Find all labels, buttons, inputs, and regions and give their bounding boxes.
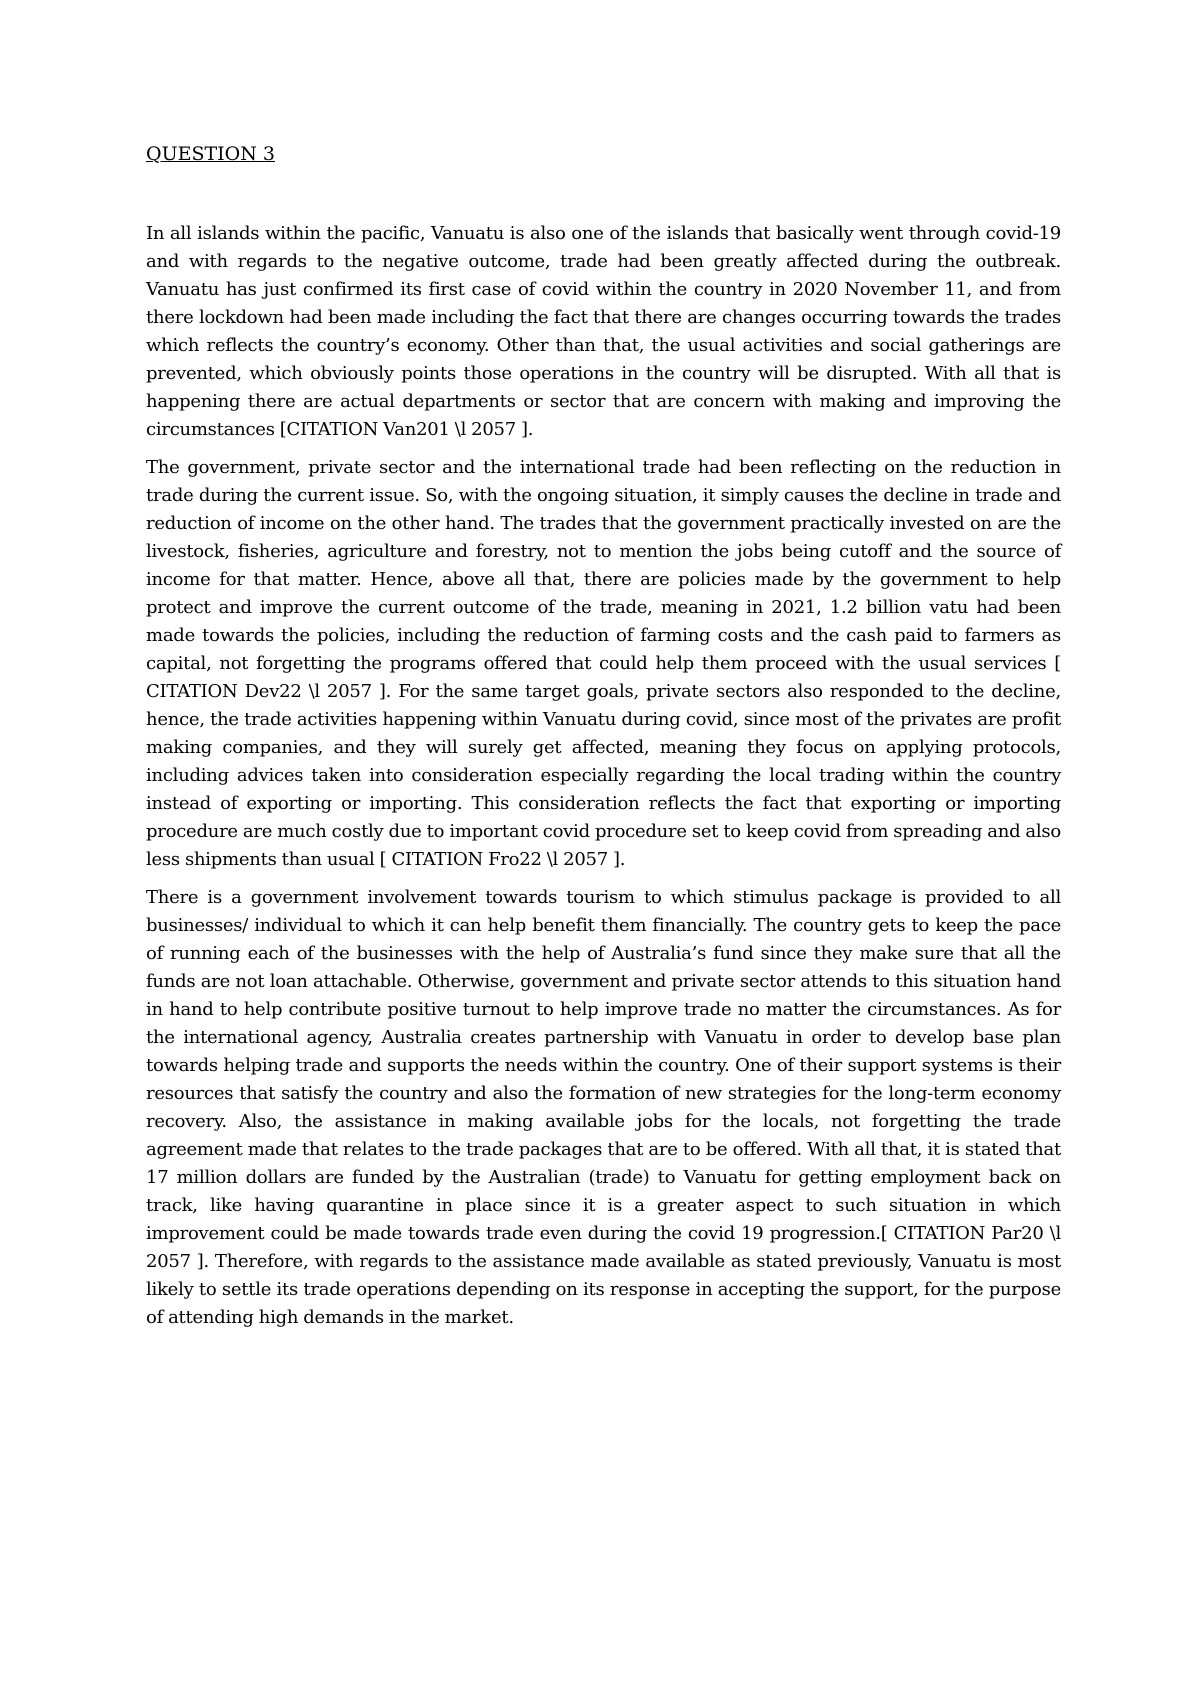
document-body (146, 140, 1061, 1342)
question-heading: QUESTION 3 (146, 143, 275, 165)
paragraph-1: In all islands within the pacific, Vanuatu is also one of the islands that basically went through covid-19 and with regards to the negative outcome, trade had been greatly affected during the outbreak. Vanuatu has just confirmed its first case of covid within the country in 2020 November 11, and from there lockdown had been made including the fact that there are changes occurring towards the trades which reflects the country’s economy. Other than that, the usual activities and social gatherings are prevented, which obviously points those operations in the country will be disrupted. With all that is happening there are actual departments or sector that are concern with making and improving the circumstances [CITATION Van201 \l 2057 ]. (146, 223, 1061, 440)
paragraph-2: The government, private sector and the international trade had been reflecting on the reduction in trade during the current issue. So, with the ongoing situation, it simply causes the decline in trade and reduction of income on the other hand. The trades that the government practically invested on are the livestock, fisheries, agriculture and forestry, not to mention the jobs being cutoff and the source of income for that matter. Hence, above all that, there are policies made by the government to help protect and improve the current outcome of the trade, meaning in 2021, 1.2 billion vatu had been made towards the policies, including the reduction of farming costs and the cash paid to farmers as capital, not forgetting the programs offered that could help them proceed with the usual services [ CITATION Dev22 \l 2057 ]. For the same target goals, private sectors also responded to the decline, hence, the trade activities happening within Vanuatu during covid, since most of the privates are profit making companies, and they will surely get affected, meaning they focus on applying protocols, including advices taken into consideration especially regarding the local trading within the country instead of exporting or importing. This consideration reflects the fact that exporting or importing procedure are much costly due to important covid procedure set to keep covid from spreading and also less shipments than usual [ CITATION Fro22 \l 2057 ]. (146, 457, 1061, 870)
paragraph-3: There is a government involvement towards tourism to which stimulus package is provided to all businesses/ individual to which it can help benefit them financially. The country gets to keep the pace of running each of the businesses with the help of Australia’s fund since they make sure that all the funds are not loan attachable. Otherwise, government and private sector attends to this situation hand in hand to help contribute positive turnout to help improve trade no matter the circumstances. As for the international agency, Australia creates partnership with Vanuatu in order to develop base plan towards helping trade and supports the needs within the country. One of their support systems is their resources that satisfy the country and also the formation of new strategies for the long-term economy recovery. Also, the assistance in making available jobs for the locals, not forgetting the trade agreement made that relates to the trade packages that are to be offered. With all that, it is stated that 17 million dollars are funded by the Australian (trade) to Vanuatu for getting employment back on track, like having quarantine in place since it is a greater aspect to such situation in which improvement could be made towards trade even during the covid 19 progression.[ CITATION Par20 \l 2057 ]. Therefore, with regards to the assistance made available as stated previously, Vanuatu is most likely to settle its trade operations depending on its response in accepting the support, for the purpose of attending high demands in the market. (146, 887, 1061, 1328)
